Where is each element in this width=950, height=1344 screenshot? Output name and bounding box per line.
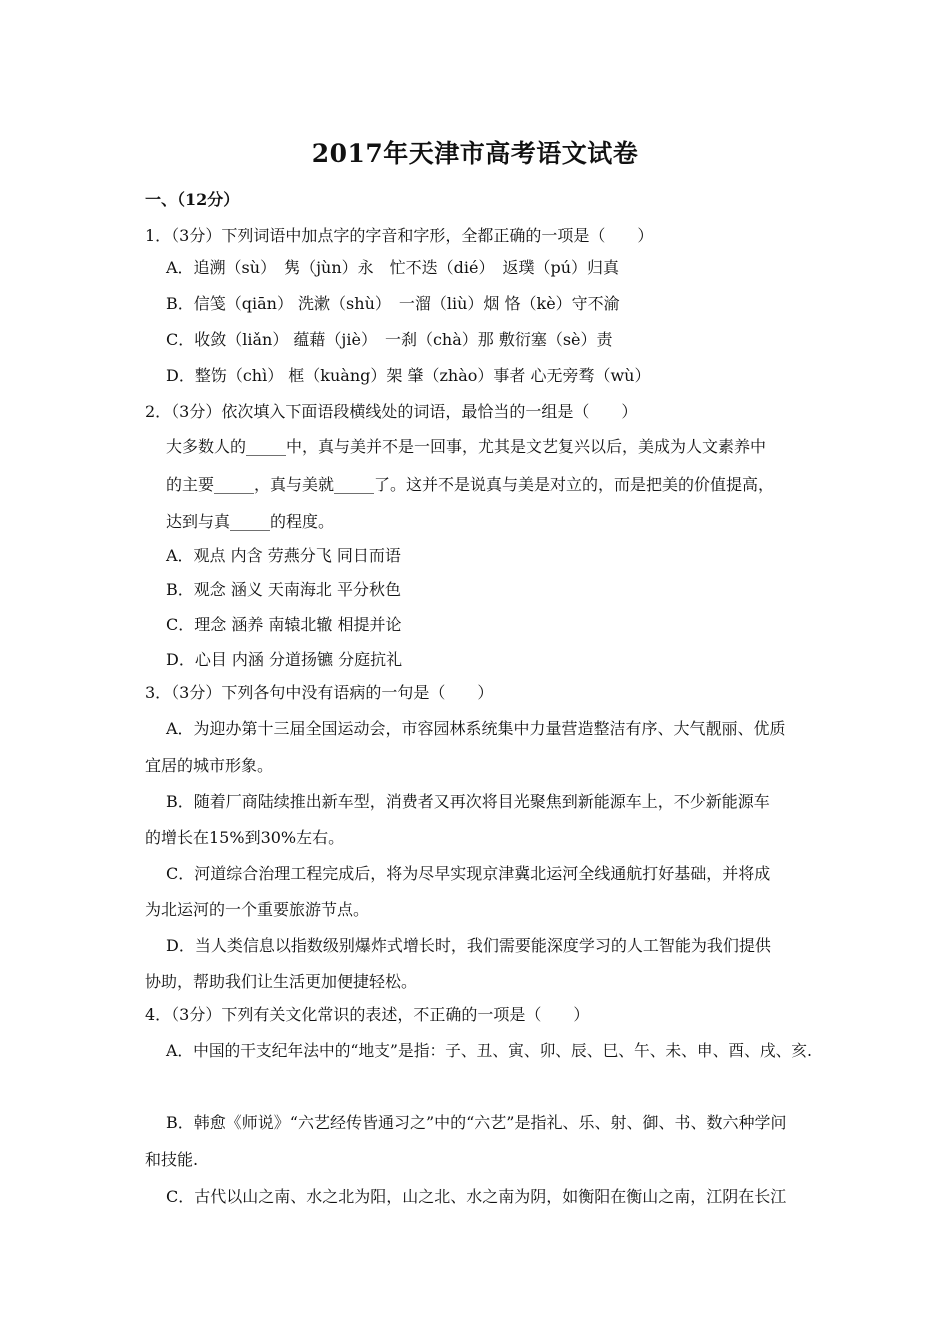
question-3-option-c: C．河道综合治理工程完成后，将为尽早实现京津冀北运河全线通航打好基础，并将成 — [166, 864, 771, 883]
question-2-paragraph-line: 大多数人的_____中，真与美并不是一回事，尤其是文艺复兴以后，美成为人文素养中 — [166, 437, 767, 456]
question-2-paragraph-line: 达到与真_____的程度。 — [166, 512, 335, 531]
question-2-option-b: B．观念 涵义 天南海北 平分秋色 — [166, 580, 402, 599]
question-1-option-d: D．整饬（chì） 框（kuàng）架 肇（zhào）事者 心无旁骛（wù） — [166, 366, 651, 385]
question-2-stem: 2．（3分）依次填入下面语段横线处的词语，最恰当的一组是（ ） — [145, 402, 638, 421]
question-2-option-a: A．观点 内含 劳燕分飞 同日而语 — [166, 546, 401, 565]
question-1-option-b: B．信笺（qiān） 洗漱（shù） 一溜（liù）烟 恪（kè）守不渝 — [166, 294, 620, 313]
page-title: 2017年天津市高考语文试卷 — [311, 139, 639, 168]
question-3-option-b: B．随着厂商陆续推出新车型，消费者又再次将目光聚焦到新能源车上，不少新能源车 — [166, 792, 770, 811]
question-3-option-b-cont: 的增长在15%到30%左右。 — [145, 828, 345, 847]
question-3-option-c-cont: 为北运河的一个重要旅游节点。 — [145, 900, 370, 919]
question-2-option-d: D．心目 内涵 分道扬镳 分庭抗礼 — [166, 650, 403, 669]
question-3-option-a-cont: 宜居的城市形象。 — [145, 756, 274, 775]
question-4-option-a: A．中国的干支纪年法中的“地支”是指：子、丑、寅、卯、辰、巳、午、未、申、酉、戌、亥. — [166, 1041, 813, 1060]
question-2-option-c: C．理念 涵养 南辕北辙 相提并论 — [166, 615, 402, 634]
question-3-option-d: D．当人类信息以指数级别爆炸式增长时，我们需要能深度学习的人工智能为我们提供 — [166, 936, 771, 955]
question-1-option-c: C．收敛（liǎn） 蕴藉（jiè） 一刹（chà）那 敷衍塞（sè）责 — [166, 330, 613, 349]
question-1-stem: 1．（3分）下列词语中加点字的字音和字形，全都正确的一项是（ ） — [145, 226, 654, 245]
question-3-stem: 3．（3分）下列各句中没有语病的一句是（ ） — [145, 683, 494, 702]
question-4-option-c: C．古代以山之南、水之北为阳，山之北、水之南为阴，如衡阳在衡山之南，江阴在长江 — [166, 1187, 787, 1206]
question-1-option-a: A．追溯（sù） 隽（jùn）永 忙不迭（dié） 返璞（pú）归真 — [166, 258, 620, 277]
section-heading: 一、（12分） — [145, 190, 240, 209]
question-2-paragraph-line: 的主要_____，真与美就_____了。这并不是说真与美是对立的，而是把美的价值提高， — [166, 475, 775, 494]
question-4-option-b: B．韩愈《师说》“六艺经传皆通习之”中的“六艺”是指礼、乐、射、御、书、数六种学问 — [166, 1113, 787, 1132]
question-4-stem: 4．（3分）下列有关文化常识的表述，不正确的一项是（ ） — [145, 1005, 590, 1024]
question-3-option-d-cont: 协助，帮助我们让生活更加便捷轻松。 — [145, 972, 418, 991]
question-3-option-a: A．为迎办第十三届全国运动会，市容园林系统集中力量营造整洁有序、大气靓丽、优质 — [166, 719, 786, 738]
question-4-option-b-cont: 和技能. — [145, 1150, 199, 1169]
